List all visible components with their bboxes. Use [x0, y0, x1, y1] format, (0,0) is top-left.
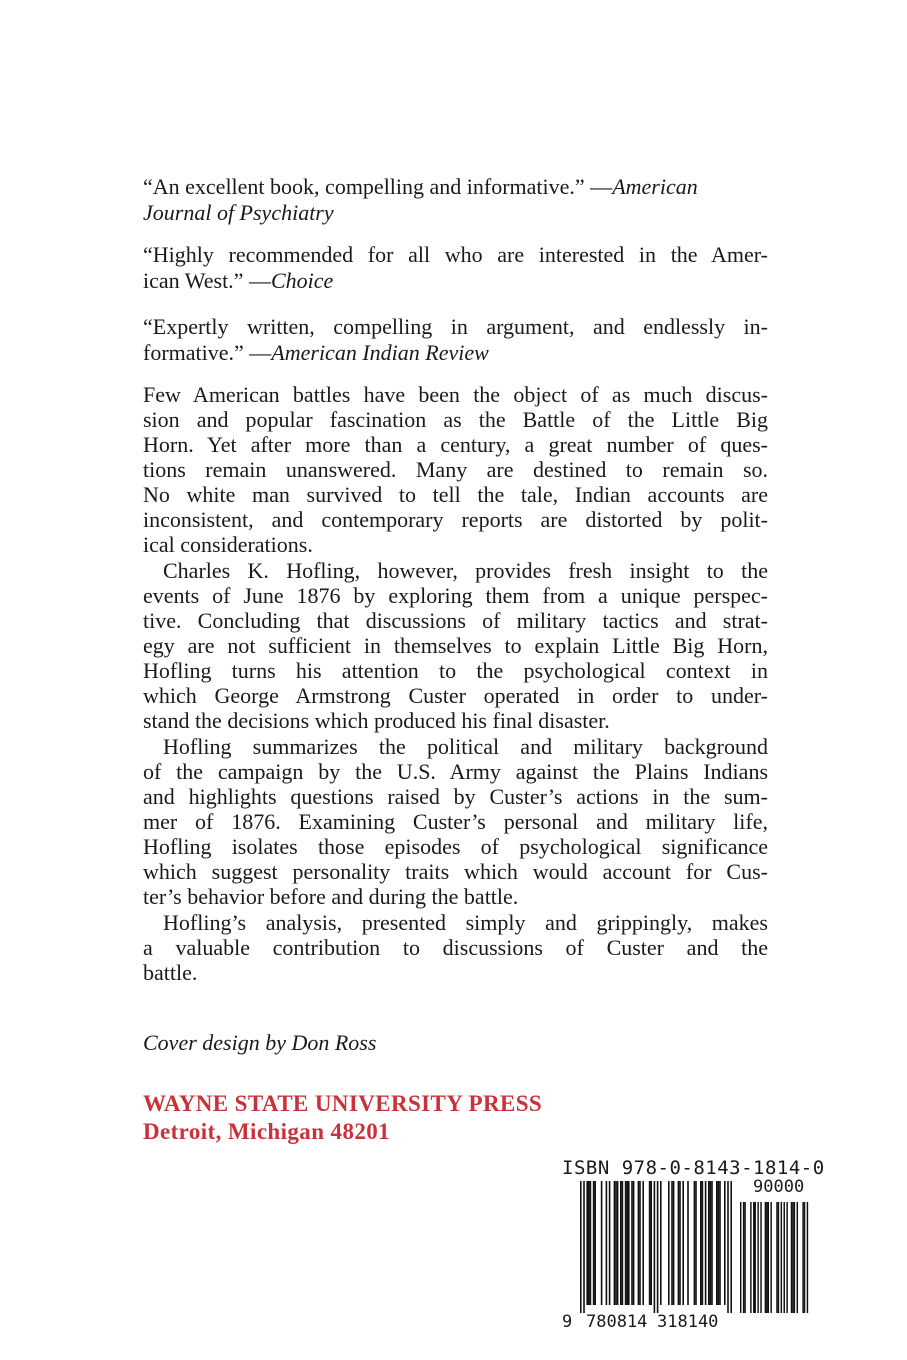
barcode-bar — [650, 1181, 652, 1305]
review-quote-3 — [143, 314, 768, 366]
addon-bar — [786, 1202, 787, 1313]
text-line: No white man survived to tell the tale, Indian accounts are — [143, 482, 768, 507]
text-line: egy are not sufficient in themselves to explain Little Big Horn, — [143, 633, 768, 658]
addon-bar — [743, 1202, 744, 1313]
barcode-bar — [695, 1181, 697, 1305]
barcode-bar — [671, 1181, 673, 1305]
barcode-bar — [687, 1181, 689, 1305]
barcode-bar — [609, 1181, 611, 1305]
barcode-bar — [626, 1181, 628, 1305]
barcode-bar — [678, 1181, 680, 1305]
text-line: mer of 1876. Examining Custer’s personal and military life, — [143, 809, 768, 834]
text-line: tions remain unanswered. Many are destined to remain so. — [143, 457, 768, 482]
barcode-bar — [633, 1181, 635, 1305]
addon-bar — [807, 1202, 808, 1313]
addon-bar — [776, 1202, 777, 1313]
barcode-bar — [668, 1181, 670, 1305]
text-line: Horn. Yet after more than a century, a great number of ques- — [143, 432, 768, 457]
addon-bar — [797, 1202, 798, 1313]
addon-bar — [802, 1202, 803, 1313]
barcode-bar — [700, 1181, 702, 1305]
description-paragraph-2 — [143, 558, 768, 740]
text-line: Charles K. Hofling, however, provides fresh insight to the — [163, 558, 768, 583]
barcode-bar — [730, 1181, 732, 1313]
addon-bar — [766, 1202, 767, 1313]
text-line: stand the decisions which produced his final disaster. — [143, 708, 610, 733]
barcode-bar — [682, 1181, 684, 1305]
barcode-bar — [719, 1181, 721, 1305]
quote-source: American — [612, 174, 698, 199]
barcode-bar — [711, 1181, 713, 1305]
barcode-bar — [593, 1181, 595, 1305]
description-paragraph-3 — [143, 734, 768, 916]
barcode-bar — [724, 1181, 726, 1305]
barcode-bar — [702, 1181, 704, 1305]
barcode-bar — [583, 1181, 585, 1313]
publisher-name: WAYNE STATE UNIVERSITY PRESS — [143, 1091, 543, 1116]
addon-bar — [753, 1202, 754, 1313]
text-line: events of June 1876 by exploring them from a unique perspec- — [143, 583, 768, 608]
text-line: which George Armstrong Custer operated in order to under- — [143, 683, 768, 708]
description-paragraph-4 — [143, 910, 768, 990]
quote-text: “Expertly written, compelling in argument, and endlessly in- — [143, 314, 768, 339]
barcode-bar — [590, 1181, 592, 1305]
quote-text: “An excellent book, compelling and informative.” — — [143, 174, 613, 199]
barcode-bar — [657, 1181, 659, 1313]
credit-text: Cover design by Don Ross — [143, 1030, 377, 1055]
barcode-icon — [560, 1178, 816, 1328]
quote-source: Choice — [270, 268, 334, 293]
addon-bar — [757, 1202, 758, 1313]
addon-bar — [768, 1202, 769, 1313]
text-line: ical considerations. — [143, 532, 313, 557]
text-line: and highlights questions raised by Custer’s actions in the sum- — [143, 784, 768, 809]
quote-source: American Indian Review — [271, 340, 489, 365]
barcode-bar — [654, 1181, 656, 1313]
barcode-bar — [660, 1181, 662, 1305]
barcode-bar — [620, 1181, 622, 1305]
barcode-bar — [718, 1181, 720, 1305]
cover-credit — [143, 1030, 768, 1058]
barcode-bar — [586, 1181, 588, 1305]
barcode-bar — [614, 1181, 616, 1305]
text-line: Hofling isolates those episodes of psychological significance — [143, 834, 768, 859]
barcode-bar — [628, 1181, 630, 1305]
addon-bar — [792, 1202, 793, 1313]
text-line: of the campaign by the U.S. Army against the Plains Indians — [143, 759, 768, 784]
barcode-bar — [649, 1181, 651, 1305]
barcode-bar — [606, 1181, 608, 1305]
addon-bar — [778, 1202, 779, 1313]
barcode-bar — [673, 1181, 675, 1305]
isbn-text: ISBN 978-0-8143-1814-0 — [562, 1157, 825, 1179]
text-line: battle. — [143, 960, 198, 985]
addon-bar — [784, 1202, 785, 1313]
review-quote-2 — [143, 242, 768, 294]
barcode-bar — [594, 1181, 596, 1305]
barcode-bar — [601, 1181, 603, 1305]
addon-bar — [765, 1202, 766, 1313]
quote-text: ican West.” — — [143, 268, 271, 293]
addon-bar — [760, 1202, 761, 1313]
barcode-left-digits: 780814 — [586, 1312, 648, 1332]
addon-bar — [755, 1202, 756, 1313]
barcode-bar — [580, 1181, 582, 1313]
addon-bar — [791, 1202, 792, 1313]
text-line: ter’s behavior before and during the battle. — [143, 884, 519, 909]
quote-text: “Highly recommended for all who are interested in the Amer- — [143, 242, 768, 267]
addon-bar — [744, 1202, 745, 1313]
publisher-address: Detroit, Michigan 48201 — [143, 1119, 391, 1144]
barcode-bar — [705, 1181, 707, 1305]
quote-text: formative.” — — [143, 340, 272, 365]
addon-bar — [740, 1202, 741, 1313]
barcode-bar — [622, 1181, 624, 1305]
description-paragraph-1 — [143, 382, 768, 564]
barcode-bar — [617, 1181, 619, 1305]
addon-bar — [794, 1202, 795, 1313]
barcode-price-code: 90000 — [753, 1177, 805, 1197]
barcode-bar — [679, 1181, 681, 1305]
barcode-bar — [710, 1181, 712, 1305]
text-line: a valuable contribution to discussions of Custer and the — [143, 935, 768, 960]
text-line: Hofling summarizes the political and military background — [163, 734, 768, 759]
barcode-bar — [588, 1181, 590, 1305]
addon-bar — [804, 1202, 805, 1313]
addon-bar — [750, 1202, 751, 1313]
barcode-right-digits: 318140 — [657, 1312, 719, 1332]
barcode-bar — [615, 1181, 617, 1305]
barcode-bar — [708, 1181, 710, 1305]
barcode-bar — [727, 1181, 729, 1313]
barcode-bar — [625, 1181, 627, 1305]
barcode-bar — [642, 1181, 644, 1305]
barcode-bar — [716, 1181, 718, 1305]
text-line: Few American battles have been the object of as much discus- — [143, 382, 768, 407]
text-line: which suggest personality traits which would account for Cus- — [143, 859, 768, 884]
text-line: sion and popular fascination as the Battle of the Little Big — [143, 407, 768, 432]
barcode-bar — [631, 1181, 633, 1305]
text-line: inconsistent, and contemporary reports are distorted by polit- — [143, 507, 768, 532]
barcode-first-digit: 9 — [562, 1312, 573, 1332]
quote-source: Journal of Psychiatry — [143, 200, 334, 225]
barcode-bar — [638, 1181, 640, 1305]
review-quote-1 — [143, 174, 768, 226]
addon-bar — [770, 1202, 771, 1313]
barcode-bar — [639, 1181, 641, 1305]
text-line: Hofling’s analysis, presented simply and grippingly, makes — [163, 910, 768, 935]
text-line: Hofling turns his attention to the psychological context in — [143, 658, 768, 683]
text-line: tive. Concluding that discussions of military tactics and strat- — [143, 608, 768, 633]
addon-bar — [781, 1202, 782, 1313]
barcode-bar — [694, 1181, 696, 1305]
